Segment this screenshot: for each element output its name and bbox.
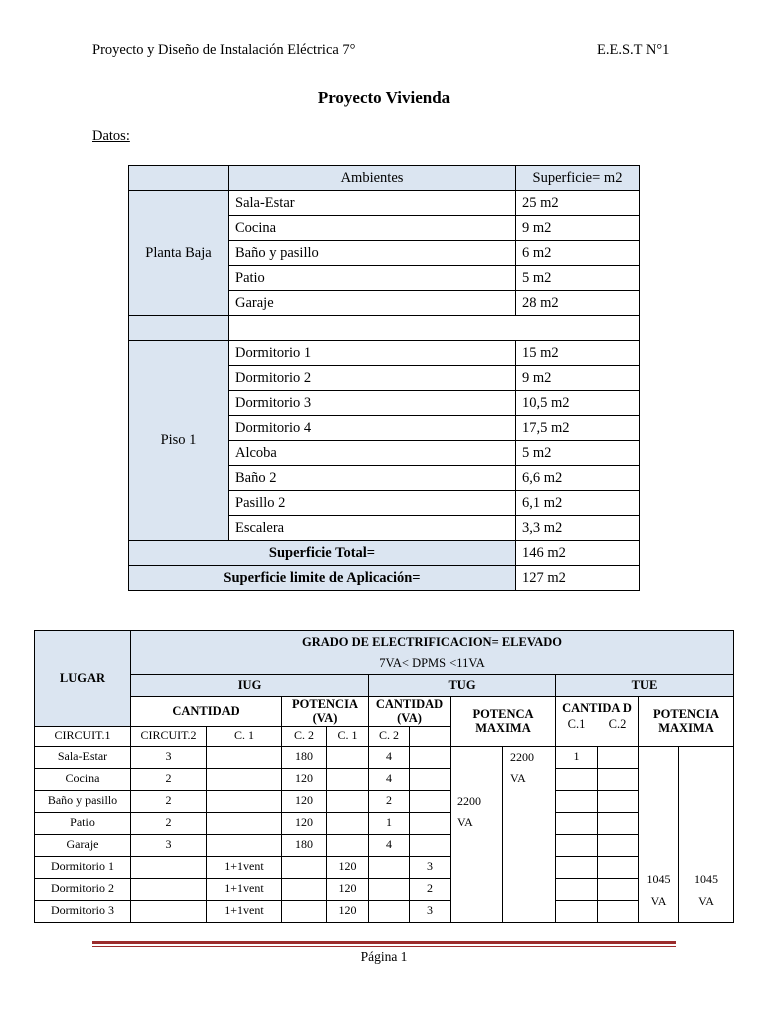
tue-max-a-unit: VA [650,893,667,908]
tug-max-a [451,746,503,922]
iug-pot-c1-cell: 120 [282,790,327,812]
iug-c2-header: C. 2 [282,726,327,746]
circuit1-cell [131,856,207,878]
ambiente-area: 3,3 m2 [516,516,640,541]
tug-cant-c2-cell: 3 [410,900,451,922]
tug-cant-c2-cell [410,834,451,856]
ambiente-area: 9 m2 [516,216,640,241]
tug-cant-c2-cell: 3 [410,856,451,878]
footer-rule-thin [92,946,676,947]
tue-cant-c2-cell [598,900,639,922]
tue-potencia-maxima: POTENCIA MAXIMA [639,697,734,747]
iug-cantidad: CANTIDAD [131,697,282,727]
tue-cant-c1-cell [556,878,598,900]
tug-cant-c2-cell [410,768,451,790]
lugar-cell: Sala-Estar [35,746,131,768]
iug-pot-c1-cell: 180 [282,746,327,768]
lugar-cell: Cocina [35,768,131,790]
ambientes-table [128,165,640,591]
circuit2-cell [207,768,282,790]
tug-potenca-maxima: POTENCA MAXIMA [451,697,556,747]
col-lugar: LUGAR [35,631,131,727]
lugar-cell: Patio [35,812,131,834]
lugar-cell: Dormitorio 3 [35,900,131,922]
ambiente-area: 5 m2 [516,441,640,466]
tue-c2-header: C.2 [608,717,627,732]
iug-pot-c1-cell: 120 [282,812,327,834]
tug-cant-c1-cell [369,878,410,900]
tug-max-b-value: 2200 [510,749,534,764]
tue-max-a-value: 1045 [646,871,671,886]
ambiente-name: Cocina [229,216,516,241]
group-piso-1: Piso 1 [129,341,229,541]
tue-cantidad [556,697,639,747]
circuit1-cell [131,878,207,900]
page-title: Proyecto Vivienda [317,88,451,107]
ambiente-name: Dormitorio 2 [229,366,516,391]
circuit2-cell [207,746,282,768]
tue-cant-c1-cell [556,768,598,790]
tug-cant-c1-cell: 4 [369,834,410,856]
tue-cant-c1-cell [556,834,598,856]
ambiente-area: 6,1 m2 [516,491,640,516]
grado-cell [131,631,734,675]
tue-cant-c1-cell [556,812,598,834]
tue-cant-c2-cell [598,856,639,878]
ambiente-name: Escalera [229,516,516,541]
tug-max-b [503,746,556,922]
tug-max-b-unit: VA [510,770,526,785]
total-label: Superficie Total= [129,541,516,566]
iug-c1-header: C. 1 [207,726,282,746]
ambiente-name: Alcoba [229,441,516,466]
circuit1-cell: 2 [131,768,207,790]
tue-max-a [639,746,679,922]
spacer-cell [229,316,640,341]
iug-pot-c2-cell [327,768,369,790]
tue-max-b-unit: VA [698,893,714,908]
iug-pot-c2-cell: 120 [327,856,369,878]
electrificacion-table [34,630,734,923]
lugar-cell: Garaje [35,834,131,856]
circuit2-cell: 1+1vent [207,856,282,878]
iug-pot-c2-cell [327,812,369,834]
tug-cant-c2-cell [410,790,451,812]
ambiente-area: 25 m2 [516,191,640,216]
iug-header: IUG [131,675,369,697]
circuit2-cell [207,834,282,856]
footer-rule-thick [92,941,676,944]
circuit2-cell: 1+1vent [207,900,282,922]
iug-pot-c1-cell [282,900,327,922]
circuit2-cell [207,812,282,834]
ambiente-name: Garaje [229,291,516,316]
ambiente-name: Pasillo 2 [229,491,516,516]
circuit1-cell [131,900,207,922]
ambiente-name: Baño y pasillo [229,241,516,266]
lugar-cell: Baño y pasillo [35,790,131,812]
ambiente-area: 17,5 m2 [516,416,640,441]
iug-pot-c2-cell: 120 [327,878,369,900]
tug-cant-c1-cell: 2 [369,790,410,812]
tue-cant-c1-cell: 1 [556,746,598,768]
circuit2-cell [207,790,282,812]
page-number: Página 1 [360,949,408,964]
tug-header: TUG [369,675,556,697]
tue-cant-c2-cell [598,834,639,856]
circuit1-cell: 3 [131,834,207,856]
ambiente-name: Dormitorio 3 [229,391,516,416]
ambiente-name: Dormitorio 1 [229,341,516,366]
iug-pot-c2-cell [327,834,369,856]
lugar-cell: Dormitorio 1 [35,856,131,878]
iug-pot-c1-cell [282,856,327,878]
spacer-cell [129,316,229,341]
tue-max-b [679,746,734,922]
header-left: Proyecto y Diseño de Instalación Eléctrica 7° [92,42,356,58]
tue-cant-c2-cell [598,790,639,812]
tug-c2-header: C. 2 [369,726,410,746]
tug-max-a-unit: VA [457,814,473,829]
grado-title: GRADO DE ELECTRIFICACION= ELEVADO [301,635,563,650]
tug-cant-c2-cell [410,812,451,834]
ambiente-area: 6 m2 [516,241,640,266]
col-ambientes: Ambientes [229,166,516,191]
ambiente-name: Patio [229,266,516,291]
tue-cant-c1-cell [556,790,598,812]
col-superficie: Superficie= m2 [516,166,640,191]
tue-cant-c1-cell [556,856,598,878]
iug-pot-c1-cell [282,878,327,900]
tug-max-a-value: 2200 [457,793,481,808]
limit-value: 127 m2 [516,566,640,591]
datos-label: Datos: [92,128,130,144]
circuit2-header: CIRCUIT.2 [131,726,207,746]
circuit1-cell: 2 [131,790,207,812]
tug-cant-c1-cell: 1 [369,812,410,834]
tug-cant-c1-cell [369,900,410,922]
iug-potencia: POTENCIA (VA) [282,697,369,727]
ambiente-area: 28 m2 [516,291,640,316]
tug-cant-c1-cell: 4 [369,768,410,790]
corner-cell [129,166,229,191]
tue-c1-header: C.1 [567,717,586,732]
circuit1-cell: 2 [131,812,207,834]
ambiente-area: 10,5 m2 [516,391,640,416]
ambiente-area: 9 m2 [516,366,640,391]
tug-cant-c2-cell: 2 [410,878,451,900]
tue-header: TUE [556,675,734,697]
iug-pot-c2-cell [327,746,369,768]
tue-cant-c1-cell [556,900,598,922]
tug-c1-header: C. 1 [327,726,369,746]
group-planta-baja: Planta Baja [129,191,229,316]
tug-cant-c1-cell: 4 [369,746,410,768]
tue-cantidad-label: CANTIDA D [562,701,632,715]
circuit2-cell: 1+1vent [207,878,282,900]
limit-label: Superficie limite de Aplicación= [129,566,516,591]
iug-pot-c1-cell: 120 [282,768,327,790]
tue-cant-c2-cell [598,812,639,834]
circuit1-cell: 3 [131,746,207,768]
tug-cant-c2-cell [410,746,451,768]
circuit1-header: CIRCUIT.1 [35,726,131,746]
ambiente-name: Dormitorio 4 [229,416,516,441]
ambiente-area: 5 m2 [516,266,640,291]
tue-max-b-value: 1045 [694,871,718,886]
ambiente-name: Baño 2 [229,466,516,491]
tug-cantidad: CANTIDAD (VA) [369,697,451,727]
iug-pot-c2-cell [327,790,369,812]
header-right: E.E.S.T N°1 [597,42,670,58]
ambiente-area: 6,6 m2 [516,466,640,491]
iug-pot-c2-cell: 120 [327,900,369,922]
iug-pot-c1-cell: 180 [282,834,327,856]
ambiente-area: 15 m2 [516,341,640,366]
total-value: 146 m2 [516,541,640,566]
lugar-cell: Dormitorio 2 [35,878,131,900]
dpms-range: 7VA< DPMS <11VA [379,655,485,670]
tue-cant-c2-cell [598,878,639,900]
ambiente-name: Sala-Estar [229,191,516,216]
tue-cant-c2-cell [598,746,639,768]
tue-cant-c2-cell [598,768,639,790]
tug-cant-c1-cell [369,856,410,878]
